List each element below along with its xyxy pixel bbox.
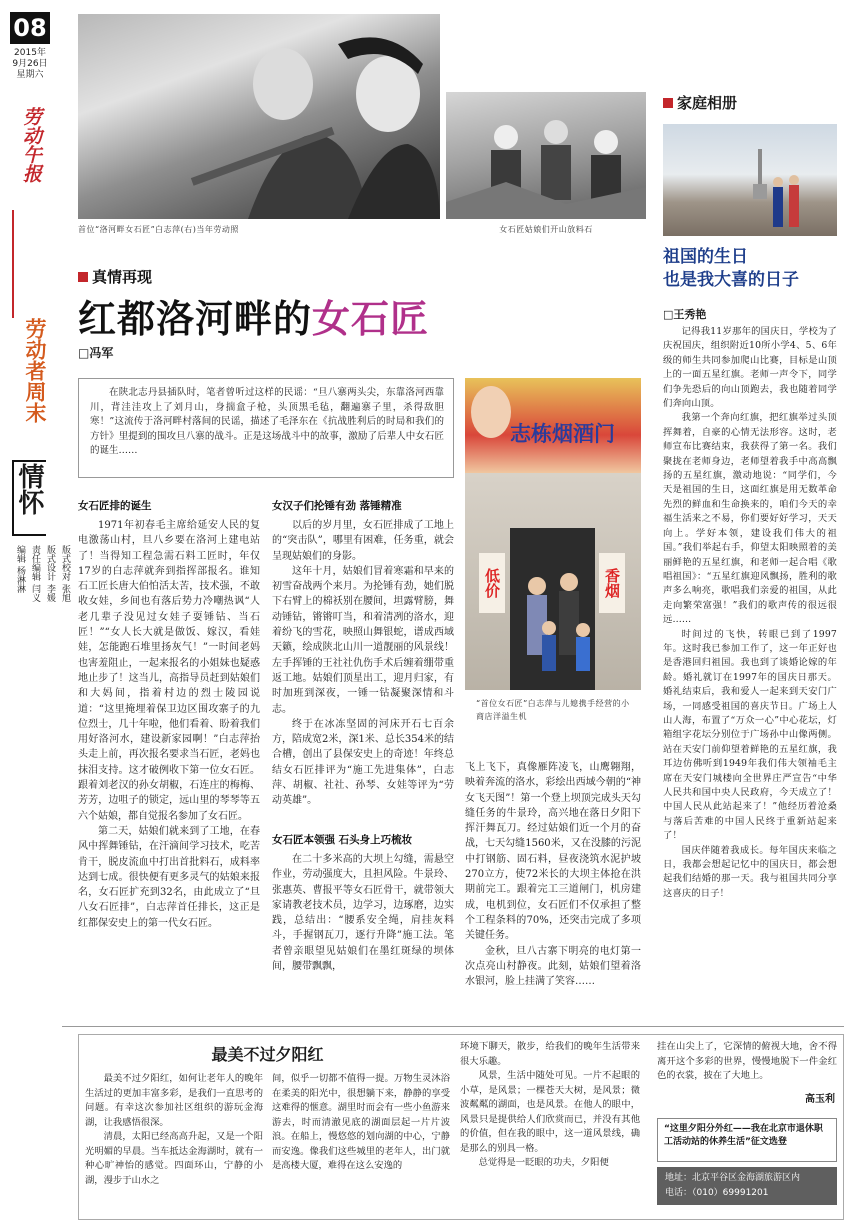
- paper-logo: 劳动午报: [20, 107, 42, 183]
- credits: 版式校对 张旭 版式设计 李媛 责任编辑 闫义 编辑 杨淋淋: [15, 545, 70, 602]
- contact-phone: 电话：（010）69991201: [665, 1188, 769, 1198]
- bottom-column-1: 最美不过夕阳红，如何让老年人的晚年生活过的更加丰富多彩，是我们一直思考的问题。有幸这次参加社区组织的游玩金海湖，让我感悟很深。 清晨，太阳已经高高升起，又是一个阳光明媚的早晨。当车抵达金海湖时，就有一种心旷神怡的感觉。四面环山，宁静的小湖，漫步于山水之: [85, 1073, 263, 1186]
- photo-quarry-figures: [446, 92, 646, 219]
- contact-address: 地址：北京平谷区金海湖旅游区内: [665, 1173, 801, 1183]
- photo-shop: [465, 378, 641, 690]
- main-title: 红都洛河畔的女石匠: [78, 297, 430, 341]
- bottom-title: 最美不过夕阳红: [211, 1045, 324, 1064]
- section-name: 情怀: [14, 463, 44, 515]
- bottom-author: 高玉利: [805, 1094, 835, 1105]
- issue-date: 2015年 9月26日 星期六: [12, 48, 48, 80]
- photo-women-workers: [78, 14, 440, 219]
- kicker-family-album: 家庭相册: [663, 92, 737, 113]
- red-square-icon: [663, 98, 673, 108]
- page-number: 08: [10, 12, 50, 44]
- main-column-3: 在二十多米高的大坝上勾缝，需悬空作业，劳动强度大，且担风险。牛景玲、张惠英、曹报平等女石匠骨干，就带领大家请教老技术员，边学习，边琢磨，边实践，总结出：“腰系安全绳，肩挂灰料斗，手握钢瓦刀，逐行升降”施工法。笔者曾亲眼望见姑娘们在墨红斑绿的坝体间，腰带飘飘，: [272, 854, 454, 973]
- caption-top-mid: 女石匠姑娘们开山放料石: [499, 225, 593, 234]
- weekend-title: 劳动者周末: [23, 318, 47, 423]
- bottom-column-2: 间，似乎一切都不值得一提。万物生灵沐浴在柔美的阳光中，很想躺下来，静静的享受这难得的惬意。湖里时而会有一些小鱼游来游去，时而清澈见底的湖面层起一片片波浪。在船上，慢悠悠的划向湖的中心，宁静而安逸。像我们这些城里的老年人，出门就是高楼大厦，难得在这么安逸的: [272, 1073, 450, 1171]
- shop-sign-text: 志栋烟酒门: [510, 422, 615, 446]
- caption-shop: “首位女石匠”白志萍与儿媳携手经营的小商店洋溢生机: [476, 699, 630, 721]
- main-column-2: 以后的岁月里，女石匠排成了工地上的“突击队”，哪里有困难，任务重，就会呈现姑娘们的身影。 这年十月，姑娘们冒着寒霜和早来的初雪奋战两个来月。为抡锤有劲，她们脱下右臂上的棉袄别在腰间，坦露臂膀，舞动锤钻，锵锵叮当，和着清冽的洛水，迎着纷飞的雪花，映照山舞银蛇，谱成西域天籁，绘成陕北山川一道靓丽的风景线！左手挥锤的王社社仇伤手术后缠着绷带重返工地。姑娘们顶星出工，迎月归家，有时加班到深夜，一锤一钻凝聚深情和斗志。 终于在冰冻坚固的河床开石七百余方，陪成宽2米，深1米、总长354米的结合槽，创出了县保安史上的奇迹！年终总结女石匠排评为“施工先进集体”，白志萍、胡椒、社社、孙琴、女娃等评为“劳动英雄”。: [272, 520, 454, 807]
- shop-people: [465, 378, 641, 690]
- subhead-2: 女汉子们抡锤有劲 落锤精准: [272, 500, 402, 512]
- photo-tiananmen-scene: [663, 124, 837, 236]
- subhead-1: 女石匠排的诞生: [78, 500, 152, 512]
- subhead-3: 女石匠本领强 石头身上巧梳妆: [272, 834, 413, 846]
- caption-top-left: 首位“洛河畔女石匠”白志萍(右)当年劳动照: [78, 225, 239, 234]
- photo-quarry-women: [446, 92, 646, 219]
- family-title: 祖国的生日 也是我大喜的日子: [663, 247, 799, 290]
- kicker-true-story: 真情再现: [78, 266, 152, 287]
- family-byline: □王秀艳: [663, 308, 707, 321]
- photo-tiananmen: [663, 124, 837, 236]
- red-square-icon: [78, 272, 88, 282]
- shop-left-panel: 低价: [479, 553, 505, 613]
- main-column-1: 1971年初春毛主席给延安人民的复电激荡山村，旦八乡要在洛河上建电站了！当得知工程急需石料工匠时，年仅17岁的白志萍就奔到指挥部报名。谁知石工匠长唐大伯怕活太苦，技术强，不敢收女娃，乡间也有落后势力冷嘲热讽“人老几辈子没见过女娃子耍锤钻、当石匠！”“女人长大就是做饭、嫁汉，看娃娃，怎能跑石堆里扬灰气！”一时间老妈也害羞阻止，一起来报名的小姐妹也疑惑地止步了！这当儿，高指导员赶到姑娘们和大妈间，指着村边的烈士陵园说道：“这里掩埋着保卫边区围攻寨子的九位烈士，几十年啦，他们看着、盼着我们用好洛河水，建设新家园啊！”白志萍抬头走上前，再次报名要求当石匠，老妈也抹泪支持。这才破例收下第一位女石匠。跟着刘老汉的孙女胡椒，石连庄的梅梅、芳芳，边咀子的锁定，远山里的琴琴等五六个姑娘，都自觉报名参加了女石匠。 第二天，姑娘们就来到了工地，在春风中挥舞锤钻，在汗滴间学习技术，吃苦肯干，脱皮流血中打出首批料石，成料率达到七成。很快便有更多灵气的姑娘来报名，女石匠扩充到32名，由此成立了“旦八女石匠排”，白志萍首任排长，这正是红都保安史上的第一代女石匠。: [78, 520, 260, 929]
- bottom-column-4: 挂在山尖上了，它深情的俯视大地，舍不得离开这个多彩的世界，慢慢地脱下一件金红色的衣裳，披在了大地上。: [657, 1041, 837, 1081]
- bottom-divider: [62, 1026, 844, 1027]
- notice-box: “这里夕阳分外红——我在北京市退休职工活动站的休养生活”征文选登: [657, 1118, 837, 1162]
- lead-text: 在陕北志丹县插队时，笔者曾听过这样的民谣：“旦八寨两头尖，东靠洛河西靠川，背洼洼攻上了刘月山，身揣盒子枪，头顶黑毛毡，翻遍寨子里，杀得敌胆寒！”这流传于洛河畔村落间的民谣，描述了毛泽东在《抗战胜利后的时局和我们的方针》里提到的围攻旦八寨的战斗。正是这场战斗中的故事，激励了后辈人中女石匠的诞生……: [90, 387, 444, 456]
- shop-right-panel: 香烟: [599, 553, 625, 613]
- contact-box: [657, 1167, 837, 1205]
- bottom-column-3: 环境下聊天，散步，给我们的晚年生活带来很大乐趣。 风景，生活中随处可见。一片不起眼的小草，是风景；一棵苍天大树，是风景；微波粼粼的湖面，也是风景。在他人的眼中，风景只是提供给人们欣赏而已，并没有其他的价值，但在我的眼中，这一道风景线，确是那么的别具一格。 总觉得是一眨眼的功夫，夕阳便: [460, 1041, 640, 1168]
- photo-figures: [78, 14, 440, 219]
- left-rule: [12, 210, 14, 318]
- main-column-4: 飞上飞下，真像雁阵凌飞，山鹰翱翔，映着奔流的洛水，彩绘出西域今朝的“神女飞天图”！第一个登上坝顶完成头天勾缝任务的牛景玲，高兴地在落日夕阳下挥汗舞瓦刀。经过姑娘们近一个月的奋战，七天勾缝1560米，又在没膝的污泥中打钢筋、固石料，昼夜浇筑水泥护坡270立方，使72米长的大坝主体抢在洪期前完工。跟着完工三道闸门，机房建成，电机到位，女石匠们不仅承担了整个工程条料的70%，还突击完成了多项关键任务。 金秋，旦八古寨下明亮的电灯第一次点亮山村静夜。此刻，姑娘们望着洛水银河，脸上挂满了笑容……: [465, 762, 641, 988]
- main-byline: □冯军: [78, 346, 114, 360]
- family-body: 记得我11岁那年的国庆日，学校为了庆祝国庆，组织附近10所小学4、5、6年级的师生共同参加爬山比赛，目标是山顶上的一面五星红旗。老师一声令下，同学们争先恐后的向山顶跑去，我也随着同学们奔向山顶。 我第一个奔向红旗，把红旗举过头顶挥舞着，自豪的心情无法形容。这时，老师宣布比赛结束，我获得了第一名。我们聚拢在老师身边，老师望着我手中高高飘扬的五星红旗，激动地说：“同学们，今天是祖国的生日，这面红旗是用无数革命先烈的鲜血和生命换来的，咱们今天的幸福生活来之不易，你们要好好学习，天天向上。学好本领，建设我们伟大的祖国。”我们举起右手，仰望太阳映照着的美丽鲜艳的五星红旗，和老师一起合唱《歌唱祖国》：“五星红旗迎风飘扬，胜利的歌声多么响亮，歌唱我们亲爱的祖国，从此走向繁荣富强！”我们的歌声传的很远很远…… 时间过的飞快，转眼已到了1997年。这时我已参加工作了，这一年正好也是香港回归祖国。我也到了谈婚论嫁的年龄。婚礼就订在1997年的国庆日那天。婚礼结束后，我和爱人一起来到天安门广场，一同感受祖国的喜庆节日。广场上人山人海，布置了“万众一心”中心花坛，灯箱组字花坛分别位于广场孙中山像两侧。站在天安门前仰望着鲜艳的五星红旗，我耳边仿佛听到1949年我们伟大领袖毛主席在天安门城楼向全世界庄严宣告“中华人民共和国中央人民政府，今天成立了！中国人民从此站起来了！”他经历着沧桑与落后苦难的中国人民终于重新站起来了！ 国庆伴随着我成长。每年国庆来临之日，我都会想起记忆中的国庆日，都会想起我们结婚的那一天。我与祖国共同分享这喜庆的日子！: [663, 326, 837, 899]
